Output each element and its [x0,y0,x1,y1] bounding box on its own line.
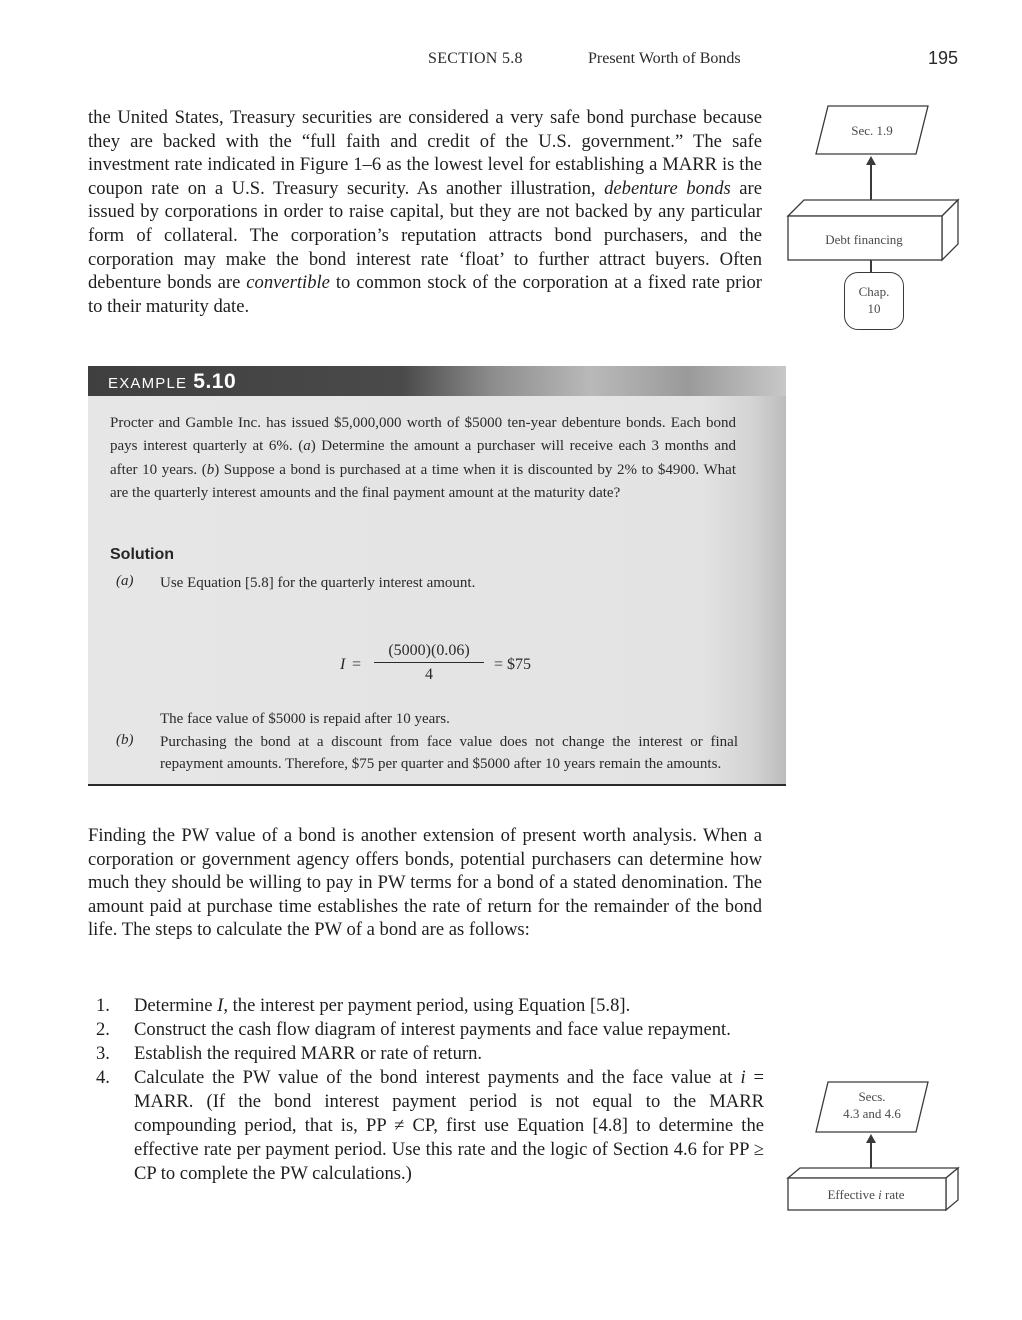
step-number: 4. [96,1067,110,1088]
connector-line [870,164,872,202]
step-text: Construct the cash flow diagram of interest payments and face value repayment. [134,1019,731,1040]
topic-text: Effective [827,1187,879,1202]
interest-equation [340,642,600,694]
margin-flowchart-top [780,100,960,340]
problem-text-1: Procter and Gamble Inc. has issued $5,000,000 worth of $5000 ten-year debenture bonds. Each bond pays interest quarterly at 6%. ( [110,415,736,455]
problem-text-2: ) Determine the amount a purchaser will receive each 3 months and after 10 years. ( [110,438,736,478]
section-number: SECTION 5.8 [428,50,523,67]
example-box [88,366,786,786]
list-item [88,1042,764,1066]
problem-part-b-marker: b [206,461,215,478]
chapter-label-line1: Chap. [858,284,890,299]
equation-fraction [374,642,484,684]
equation-result: = $75 [494,656,532,673]
step-number: 1. [96,995,110,1016]
intro-text-2: are issued by corporations in order to raise capital, but they are not backed by any particular form of collateral. The corporation’s reputation attracts bond purchasers, and the corporation may make the bond interest rate ‘float’ to further attract buyers. Often debenture bonds are [88,177,762,294]
equation-denominator: 4 [425,666,433,683]
step-number: 3. [96,1043,110,1064]
example-word: EXAMPLE [108,375,188,392]
ref-box-sec-1-9 [814,104,930,156]
ref-label-line1: Secs. [858,1089,886,1104]
ref-label-sec-1-9: Sec. 1.9 [851,123,893,138]
face-value-text: The face value of $5000 is repaid after 10 years. [160,711,450,727]
intro-text-1: the United States, Treasury securities are considered a very safe bond purchase because they are backed with the “full faith and credit of the U.S. government.” The safe investment rate indicated in Figure 1–6 as the lowest level for establishing a MARR is the coupon rate on a U.S. Treasury security. As another illustration, [88,107,762,199]
problem-part-a-marker: a [303,438,311,455]
topic-box-debt-financing [786,198,960,262]
example-banner [88,366,786,396]
intro-emphasis-convertible: convertible [246,272,330,294]
intro-emphasis-debenture: debenture bonds [604,177,731,199]
topic-box-effective-rate [786,1166,960,1212]
ref-box-secs-4-3-4-6 [814,1080,930,1134]
example-number: 5.10 [193,370,237,393]
steps-list [88,994,764,1186]
topic-variable: i [878,1187,882,1202]
example-panel [88,396,786,786]
step-variable: i [740,1067,746,1088]
step-text: Calculate the PW value of the bond interest payments and the face value at [134,1067,741,1088]
equation-equals: = [352,656,362,673]
list-item [88,1066,764,1186]
running-header [428,48,958,72]
section-title: Present Worth of Bonds [588,50,741,67]
step-number: 2. [96,1019,110,1040]
topic-label-effective-rate [786,1186,946,1203]
problem-statement [110,412,736,506]
part-a-label: (a) [116,573,134,589]
intro-paragraph [88,106,762,318]
ref-label-line2: 4.3 and 4.6 [843,1106,901,1121]
part-b-label: (b) [116,732,134,748]
part-a-text: Use Equation [5.8] for the quarterly interest amount. [160,575,476,591]
topic-text: rate [881,1187,905,1202]
list-item [88,1018,764,1042]
intro-text-3: to common stock of the corporation at a fixed rate prior to their maturity date. [88,272,762,317]
list-item [88,994,764,1018]
equation-numerator: (5000)(0.06) [374,642,484,663]
equation-lhs: I [340,656,346,673]
step-text: Determine [134,995,218,1016]
page-number: 195 [927,48,958,68]
step-text: = MARR. (If the bond interest payment period is not equal to the MARR compounding period, that is, PP ≠ CP, first use Equation [4.8] to determine the effective rate per payment period. Use this rate and the logic of Section 4.6 for PP ≥ CP to complete the PW calculations.) [134,1067,764,1184]
solution-heading: Solution [110,546,174,563]
step-text: , the interest per payment period, using Equation [5.8]. [223,995,631,1016]
margin-flowchart-bottom [780,1076,960,1212]
topic-label-debt-financing: Debt financing [825,232,903,247]
step-variable: I [217,995,224,1016]
chapter-label-line2: 10 [867,301,881,316]
problem-text-3: ) Suppose a bond is purchased at a time when it is discounted by 2% to $4900. What are the quarterly interest amounts and the final payment amount at the maturity date? [110,461,736,502]
step-text: Establish the required MARR or rate of return. [134,1043,483,1064]
box-3d-shape [786,198,960,262]
part-b-text: Purchasing the bond at a discount from face value does not change the interest or final repayment amounts. Therefore, $75 per quarter and $5000 after 10 years remain the amounts. [160,734,738,772]
chapter-box-10 [844,272,904,330]
pw-paragraph: Finding the PW value of a bond is another extension of present worth analysis. When a corporation or government agency offers bonds, potential purchasers can determine how much they should be willing to pay in PW terms for a bond of a stated denomination. The amount paid at purchase time establishes the rate of return for the remainder of the bond life. The steps to calculate the PW of a bond are as follows: [88,825,762,941]
example-label [108,370,236,394]
